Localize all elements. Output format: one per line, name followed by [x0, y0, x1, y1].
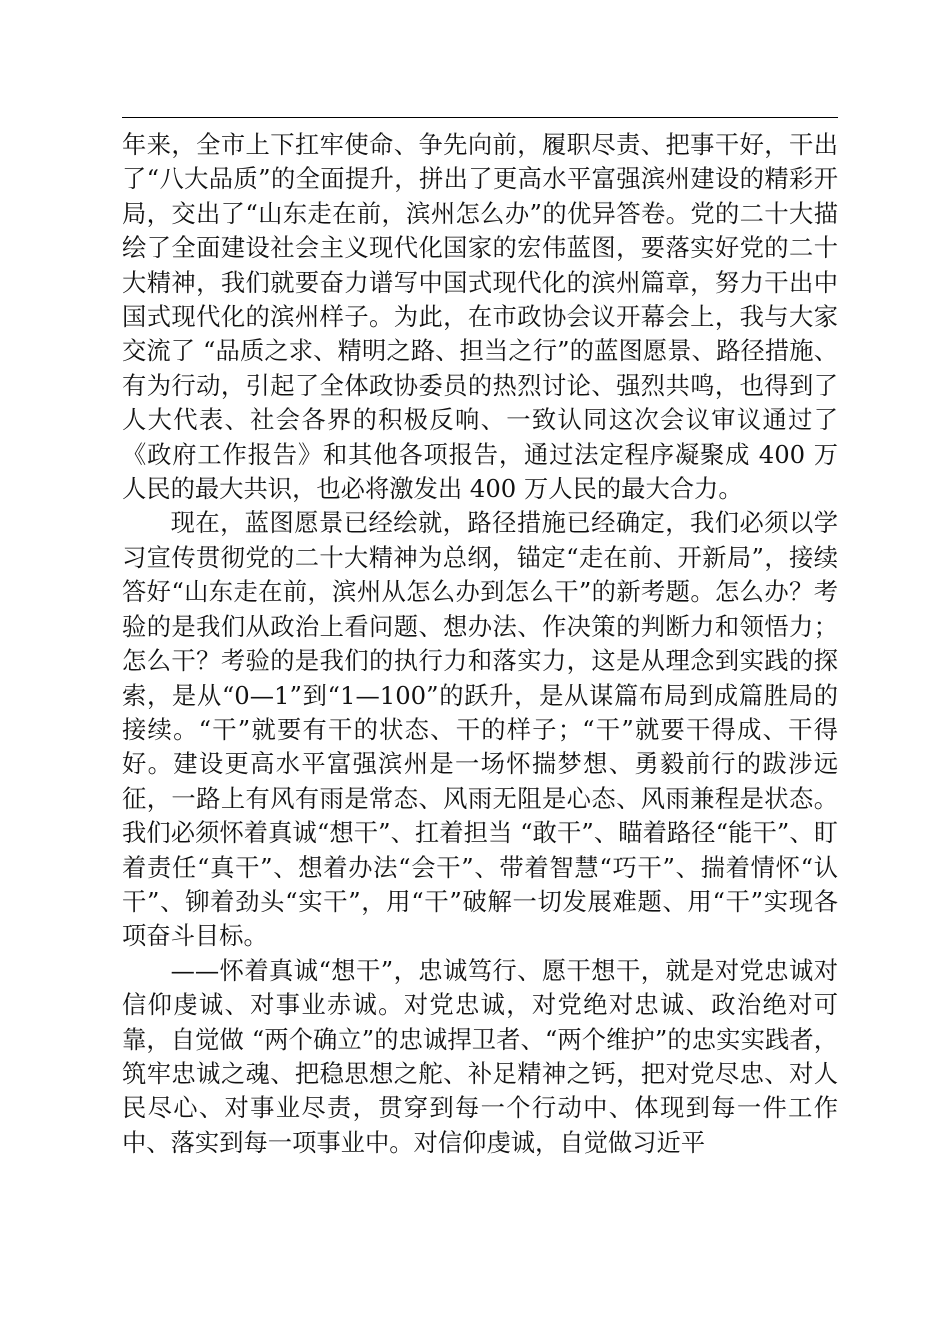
paragraph-3: ——怀着真诚“想干”，忠诚笃行、愿干想干，就是对党忠诚对信仰虔诚、对事业赤诚。对党忠诚，对党绝对忠诚、政治绝对可靠，自觉做 “两个确立”的忠诚捍卫者、“两个维护”的忠实实践者，筑牢忠诚之魂、把稳思想之舵、补足精神之钙，把对党尽忠、对人民尽心、对事业尽责，贯穿到每一个行动中、体现到每一件工作中、落实到每一项事业中。对信仰虔诚，自觉做习近平 [122, 955, 838, 1157]
paragraph-2: 现在，蓝图愿景已经绘就，路径措施已经确定，我们必须以学习宣传贯彻党的二十大精神为总纲，锚定“走在前、开新局”，接续答好“山东走在前，滨州从怎么办到怎么干”的新考题。怎么办？考验的是我们从政治上看问题、想办法、作决策的判断力和领悟力；怎么干？考验的是我们的执行力和落实力，这是从理念到实践的探索，是从“0—1”到“1—100”的跃升，是从谋篇布局到成篇胜局的接续。“干”就要有干的状态、干的样子；“干”就要干得成、干得好。建设更高水平富强滨州是一场怀揣梦想、勇毅前行的跋涉远征，一路上有风有雨是常态、风雨无阻是心态、风雨兼程是状态。我们必须怀着真诚“想干”、扛着担当 “敢干”、瞄着路径“能干”、盯着责任“真干”、想着办法“会干”、带着智慧“巧干”、揣着情怀“认干”、铆着劲头“实干”，用“干”破解一切发展难题、用“干”实现各项奋斗目标。 [122, 508, 838, 951]
paragraph-1: 年来，全市上下扛牢使命、争先向前，履职尽责、把事干好，干出了“八大品质”的全面提升，拼出了更高水平富强滨州建设的精彩开局，交出了“山东走在前，滨州怎么办”的优异答卷。党的二十大描绘了全面建设社会主义现代化国家的宏伟蓝图，要落实好党的二十大精神，我们就要奋力谱写中国式现代化的滨州篇章，努力干出中国式现代化的滨州样子。为此，在市政协会议开幕会上，我与大家交流了 “品质之求、精明之路、担当之行”的蓝图愿景、路径措施、有为行动，引起了全体政协委员的热烈讨论、强烈共鸣，也得到了人大代表、社会各界的积极反响、一致认同这次会议审议通过了《政府工作报告》和其他各项报告，通过法定程序凝聚成 400 万人民的最大共识，也必将激发出 400 万人民的最大合力。 [122, 130, 838, 504]
body-text [122, 128, 838, 1160]
header-rule [122, 117, 838, 118]
